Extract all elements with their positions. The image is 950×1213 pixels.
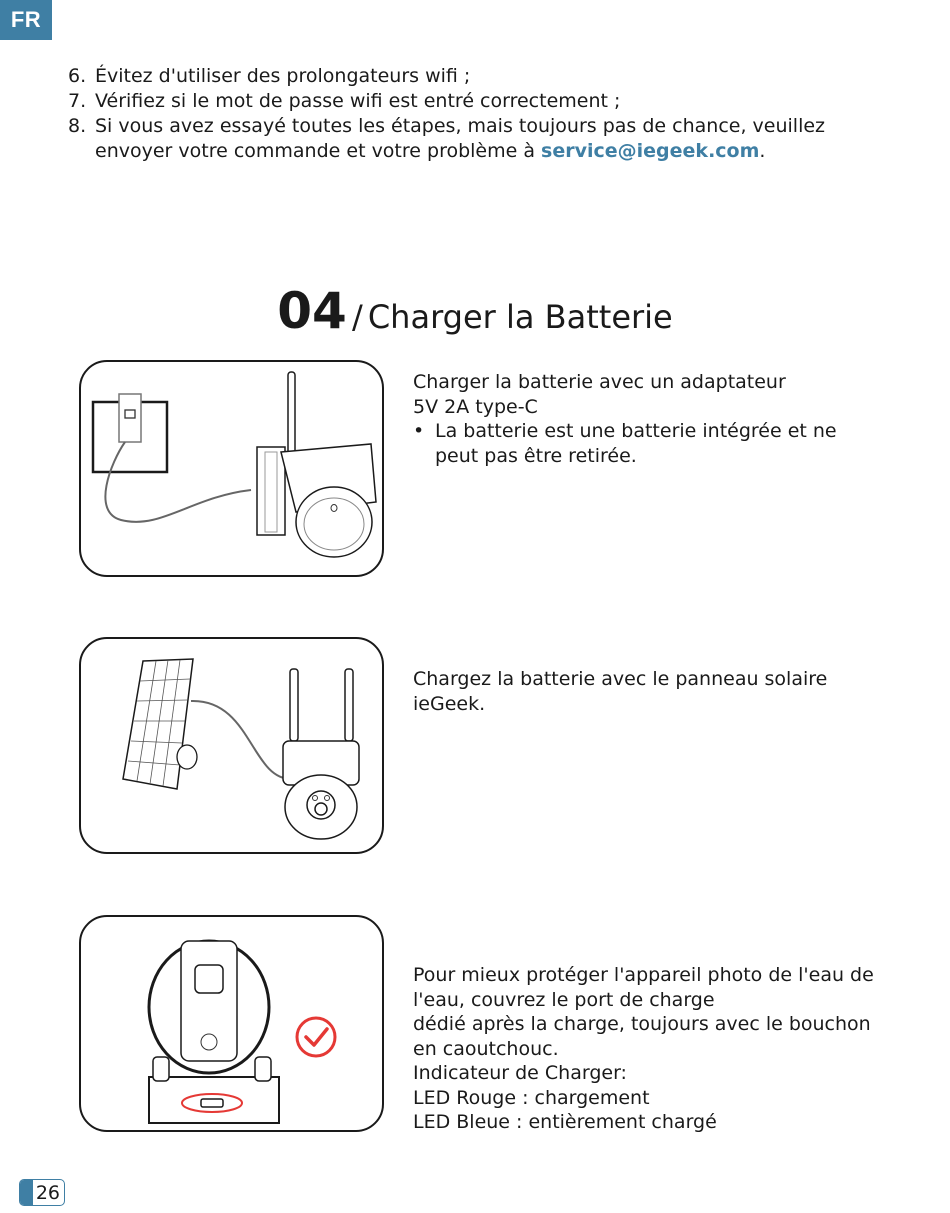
camera-adapter-icon [81, 362, 384, 577]
list-item-text: Si vous avez essayé toutes les étapes, mais toujours pas de chance, veuillez envoyer votre commande et votre problème à [95, 115, 826, 162]
description-line: LED Bleue : entièrement chargé [413, 1111, 717, 1133]
bullet-marker: • [413, 420, 425, 442]
description-line: dédié après la charge, toujours avec le bouchon en caoutchouc. [413, 1013, 871, 1060]
section-separator: / [351, 298, 363, 336]
page-number [19, 1179, 65, 1206]
description-line: LED Rouge : chargement [413, 1086, 650, 1109]
charging-port-illustration [79, 915, 384, 1132]
section-heading: Charger la Batterie [367, 298, 673, 336]
list-item-number: 7. [68, 90, 87, 112]
list-item-number: 6. [68, 65, 87, 87]
description-line: Indicateur de Charger: [413, 1062, 627, 1084]
description-line: Pour mieux protéger l'appareil photo de l'eau de l'eau, couvrez le port de charge [413, 964, 874, 1011]
bullet-text: La batterie est une batterie intégrée et ne peut pas être retirée. [435, 420, 837, 467]
description-bullet [413, 419, 883, 468]
list-item [68, 64, 888, 89]
solar-panel-icon [81, 639, 384, 854]
language-tab: FR [0, 0, 52, 40]
section-number: 04 [277, 282, 347, 340]
charging-port-icon [81, 917, 384, 1132]
list-item-number: 8. [68, 115, 87, 137]
list-item-text: Vérifiez si le mot de passe wifi est entré correctement ; [95, 90, 621, 112]
adapter-charging-illustration [79, 360, 384, 577]
description-line: Chargez la batterie avec le panneau solaire ieGeek. [413, 668, 828, 715]
list-item-suffix: . [759, 140, 766, 162]
solar-charging-description [413, 667, 883, 716]
support-email-link[interactable]: service@iegeek.com [541, 140, 760, 162]
adapter-charging-description [413, 370, 883, 468]
list-item-text: Évitez d'utiliser des prolongateurs wifi ; [95, 65, 471, 87]
description-line: Charger la batterie avec un adaptateur [413, 371, 786, 393]
list-item [68, 114, 888, 164]
list-item [68, 89, 888, 114]
troubleshooting-list [68, 64, 888, 164]
solar-charging-illustration [79, 637, 384, 854]
page-number-tab [20, 1180, 33, 1205]
page-number-text: 26 [35, 1181, 60, 1204]
section-title [0, 282, 950, 340]
port-protection-description [413, 963, 883, 1135]
description-line: 5V 2A type-C [413, 395, 538, 418]
